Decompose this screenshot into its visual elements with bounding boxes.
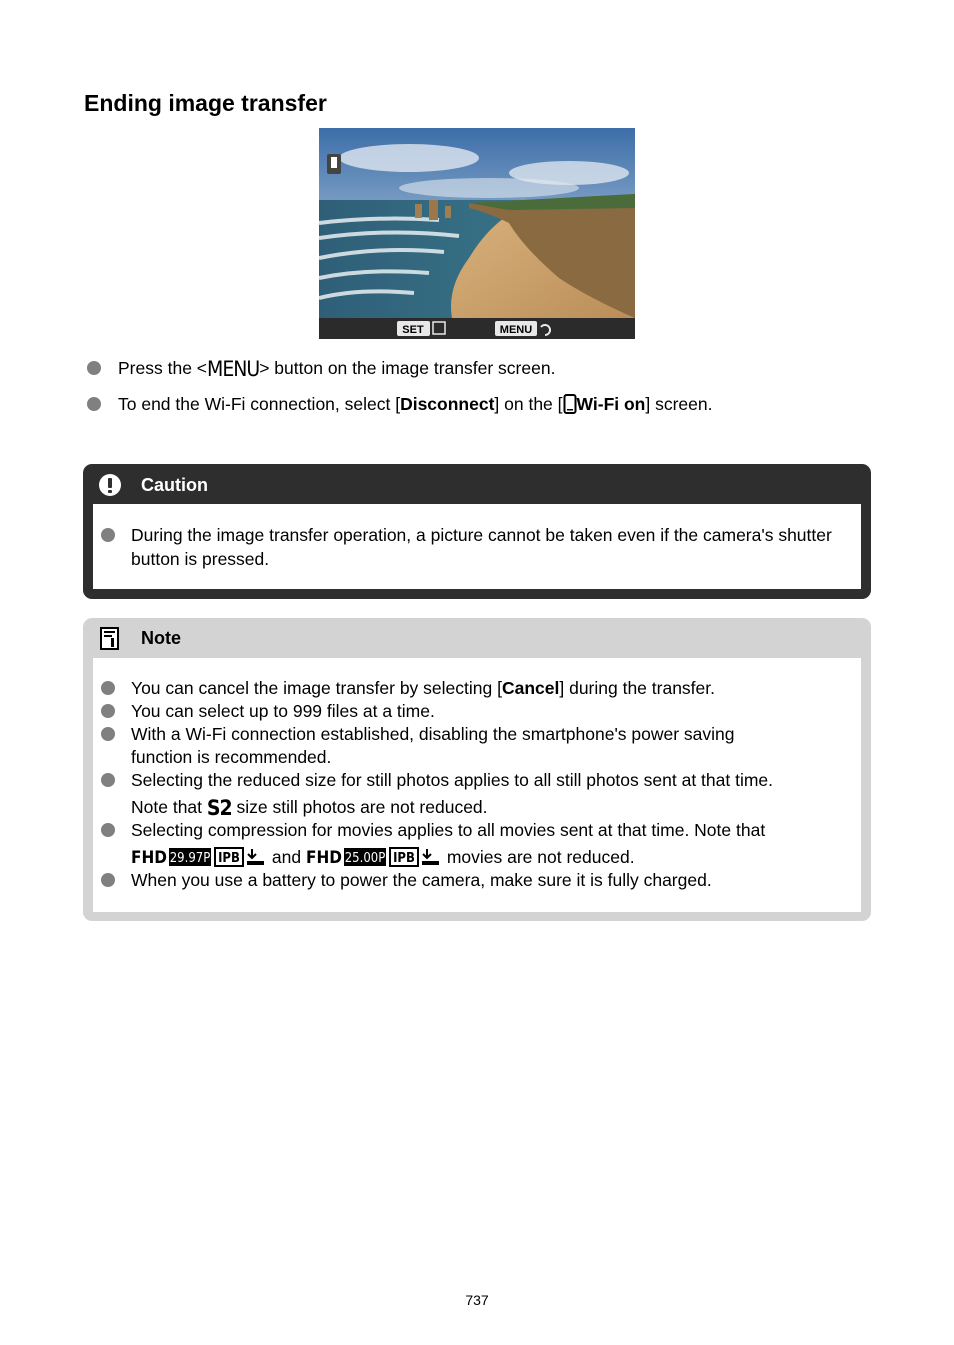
bullet-dot bbox=[101, 681, 115, 695]
camera-screen-image bbox=[319, 128, 635, 339]
caution-item: During the image transfer operation, a picture cannot be taken even if the camera's shutter button is pressed. bbox=[131, 525, 832, 569]
note-icon bbox=[100, 627, 120, 656]
note-item-4-line-1: Selecting the reduced size for still photos applies to all still photos sent at that time. bbox=[131, 770, 774, 790]
menu-label: MENU bbox=[499, 324, 533, 336]
svg-text:FHD: FHD bbox=[305, 848, 342, 868]
svg-text:IPB: IPB bbox=[393, 851, 415, 866]
menu-button-glyph: MENU bbox=[207, 357, 260, 381]
svg-text:IPB: IPB bbox=[218, 851, 240, 866]
note-heading: Note bbox=[141, 628, 181, 648]
svg-text:25.00P: 25.00P bbox=[344, 851, 386, 866]
bullet-dot bbox=[101, 704, 115, 718]
section-title: Ending image transfer bbox=[84, 90, 327, 116]
note-item-3-line-2: function is recommended. bbox=[131, 747, 332, 767]
bullet-dot bbox=[101, 727, 115, 741]
set-label: SET bbox=[402, 324, 424, 336]
note-item-3-line-1: With a Wi-Fi connection established, disabling the smartphone's power saving bbox=[131, 724, 735, 744]
caution-heading: Caution bbox=[141, 475, 208, 495]
note-item-4-line-2: Note that S2 size still photos are not reduced. bbox=[131, 796, 488, 820]
page-number: 737 bbox=[465, 1292, 489, 1308]
note-item-2: You can select up to 999 files at a time. bbox=[131, 701, 435, 721]
bullet-dot bbox=[87, 397, 101, 411]
s2-size-glyph: S2 bbox=[206, 796, 232, 820]
bullet-dot bbox=[101, 528, 115, 542]
bullet-dot bbox=[101, 873, 115, 887]
caution-icon bbox=[98, 473, 122, 502]
smartphone-icon bbox=[563, 394, 577, 414]
bullet-dot bbox=[87, 361, 101, 375]
bullet-dot bbox=[101, 773, 115, 787]
note-item-5-line-2: FHD 29.97P IPB and FHD 25.00P IPB movies are not reduced. bbox=[131, 846, 635, 874]
note-item-1: You can cancel the image transfer by selecting [Cancel] during the transfer. bbox=[131, 678, 716, 698]
note-item-6: When you use a battery to power the camera, make sure it is fully charged. bbox=[131, 870, 712, 890]
svg-text:FHD: FHD bbox=[131, 848, 167, 868]
note-item-5-line-1: Selecting compression for movies applies to all movies sent at that time. Note that bbox=[131, 820, 766, 840]
bullet-dot bbox=[101, 823, 115, 837]
svg-text:29.97P: 29.97P bbox=[169, 851, 211, 866]
step-1: Press the <MENU> button on the image transfer screen. bbox=[118, 357, 556, 381]
step-2: To end the Wi-Fi connection, select [Disconnect] on the [ Wi-Fi on] screen. bbox=[118, 394, 713, 414]
